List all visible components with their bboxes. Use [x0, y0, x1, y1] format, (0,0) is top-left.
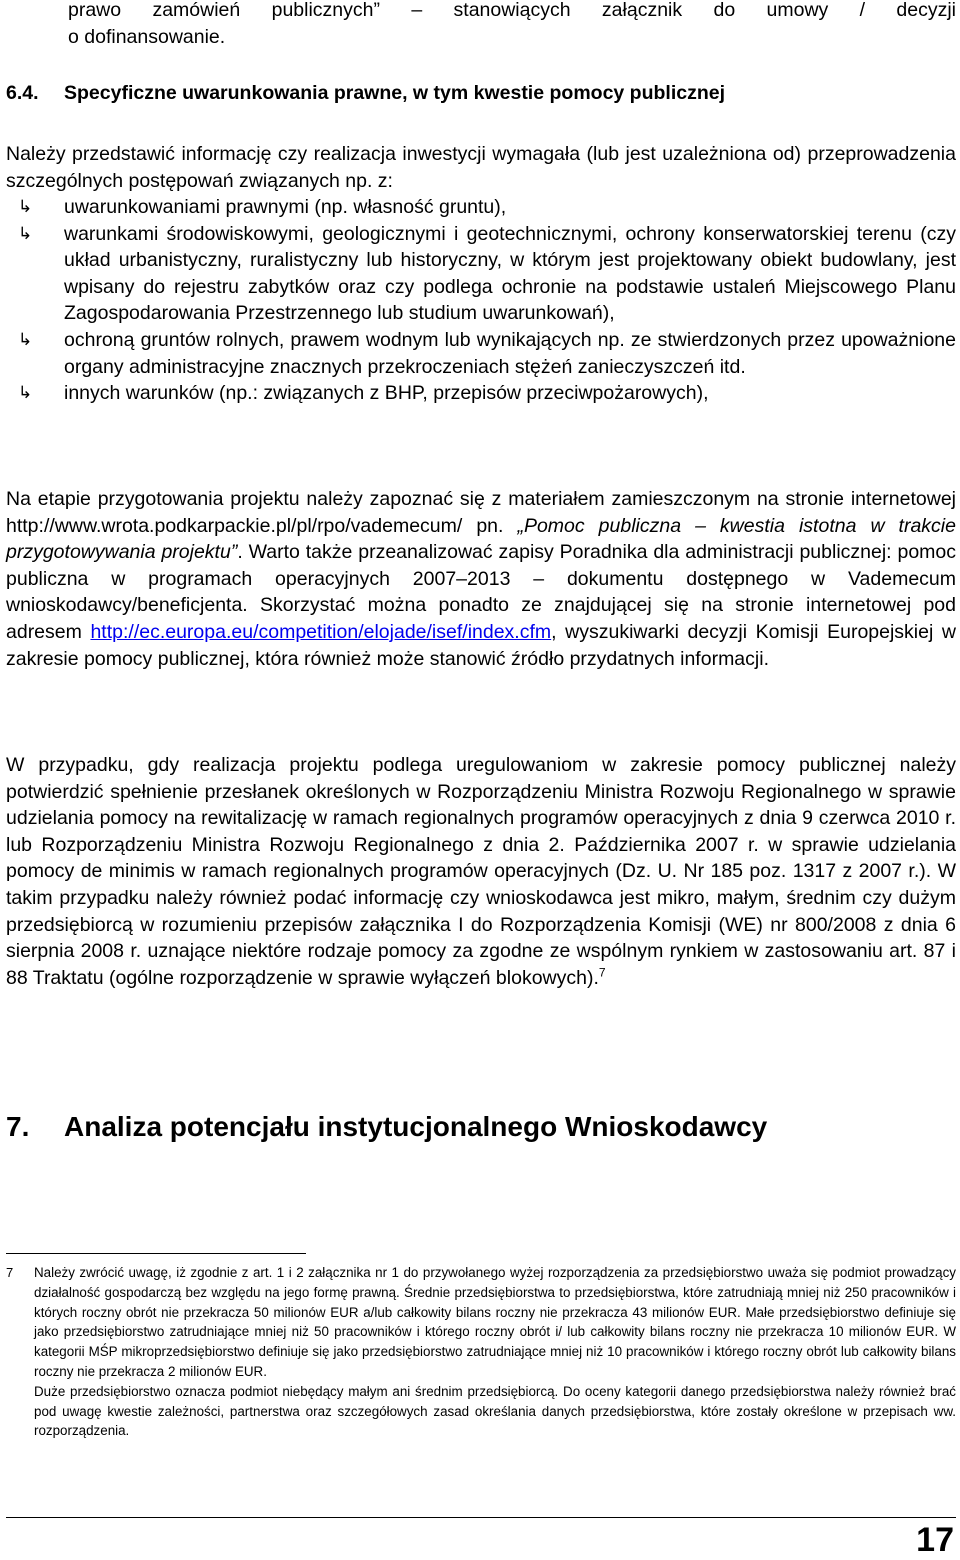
preparation-text-part2: . Warto także przeanalizować zapisy Poradnika dla administracji publicznej: pomoc publiczna w programach operacyjnych 2007–2013 – dokumentu dostępnego w Vademecum wnioskodawcy/beneficjenta. Skorzystać można ponadto ze znajdującej się na stronie internetowej pod adresem	[6, 541, 956, 643]
footnote-separator	[6, 1253, 306, 1254]
hook-arrow-icon: ↳	[18, 383, 33, 403]
list-item	[6, 194, 956, 221]
hook-arrow-icon: ↳	[18, 223, 33, 243]
preparation-paragraph	[6, 486, 956, 672]
footnote-paragraph-2: Duże przedsiębiorstwo oznacza podmiot niebędący małym ani średnim przedsiębiorcą. Do oceny kategorii danego przedsiębiorstwa należy również brać pod uwagę kwestie zależności, partnerstwa oraz szczegółowych zasad określania danych przedsiębiorstwa, które zostały określone w przepisach ww. rozporządzenia.	[34, 1383, 956, 1439]
chapter-heading	[6, 1107, 767, 1147]
footnote-paragraph-1: Należy zwrócić uwagę, iż zgodnie z art. 1 i 2 załącznika nr 1 do przywołanego wyżej rozporządzenia za przedsiębiorstwo uważa się podmiot prowadzący działalność gospodarczą bez względu na jego formę prawną. Średnie przedsiębiorstwa to przedsiębiorstwa, które zatrudniają mniej niż 250 pracowników i których roczny obrót nie przekracza 50 milionów EUR a/lub całkowity bilans roczny nie przekracza 43 milionów EUR. Małe przedsiębiorstwo definiuje się jako przedsiębiorstwo zatrudniające mniej niż 50 pracowników i którego roczny obrót i/ lub całkowity bilans roczny nie przekracza 10 milionów EUR. W kategorii MŚP mikroprzedsiębiorstwo definiuje się jako przedsiębiorstwo zatrudniające mniej niż 10 pracowników i którego roczny obrót lub całkowity bilans roczny nie przekracza 2 milionów EUR.	[34, 1265, 956, 1379]
state-aid-text	[6, 752, 956, 991]
list-item-text: uwarunkowaniami prawnymi (np. własność gruntu),	[64, 196, 507, 218]
footnote-body	[6, 1263, 956, 1441]
footnote-mark: 7	[6, 1265, 14, 1280]
intro-paragraph	[6, 141, 956, 194]
chapter-number: 7.	[6, 1111, 30, 1142]
footnote-block	[6, 1263, 956, 1441]
state-aid-paragraph	[6, 752, 956, 991]
ec-search-link[interactable]: http://ec.europa.eu/competition/elojade/isef/index.cfm	[90, 620, 552, 643]
preparation-text-part3: , wyszukiwarki decyzji Komisji Europejskiej w zakresie pomocy publicznej, która również może stanowić źródło przydatnych informacji.	[6, 620, 956, 670]
list-item	[6, 380, 956, 407]
continuation-line-1: prawo zamówień publicznych” – stanowiących załącznik do umowy / decyzji	[68, 0, 956, 21]
requirements-list	[6, 194, 956, 407]
preparation-text	[6, 486, 956, 672]
list-item-text: warunkami środowiskowymi, geologicznymi i geotechnicznymi, ochrony konserwatorskiej terenu (czy układ urbanistyczny, ruralistyczny lub historyczny, w którym jest projektowany obiekt budowlany, jest wpisany do rejestru zabytków oraz czy podlega ochronie na podstawie ustaleń Miejscowego Planu Zagospodarowania Przestrzennego lub studium uwarunkowań),	[64, 222, 956, 325]
state-aid-text-body: W przypadku, gdy realizacja projektu podlega uregulowaniom w zakresie pomocy publicznej należy potwierdzić spełnienie przesłanek określonych w Rozporządzeniu Ministra Rozwoju Regionalnego w sprawie udzielania pomocy na rewitalizację w ramach regionalnych programów operacyjnych z dnia 9 czerwca 2010 r. lub Rozporządzeniu Ministra Rozwoju Regionalnego z dnia 2. Października 2007 r. w sprawie udzielania pomocy de minimis w ramach regionalnych programów operacyjnych (Dz. U. Nr 185 poz. 1317 z 2007 r.). W takim przypadku należy również podać informację czy wnioskodawca jest mikro, małym, średnim czy dużym przedsiębiorcą w rozumieniu przepisów załącznika I do Rozporządzenia Komisji (WE) nr 800/2008 z dnia 6 sierpnia 2008 r. uznające niektóre rodzaje pomocy za zgodne ze wspólnym rynkiem w zastosowaniu art. 87 i 88 Traktatu (ogólne rozporządzenie w sprawie wyłączeń blokowych).	[6, 754, 956, 989]
subsection-title: Specyficzne uwarunkowania prawne, w tym kwestie pomocy publicznej	[64, 82, 726, 104]
preparation-text-part1: Na etapie przygotowania projektu należy zapoznać się z materiałem zamieszczonym na stronie internetowej http://www.wrota.podkarpackie.pl/pl/rpo/vademecum/ pn.	[6, 488, 956, 537]
footer-rule	[6, 1517, 956, 1518]
list-item-text: innych warunków (np.: związanych z BHP, przepisów przeciwpożarowych),	[64, 382, 709, 405]
list-item	[6, 327, 956, 380]
chapter-title: Analiza potencjału instytucjonalnego Wnioskodawcy	[64, 1111, 768, 1142]
page-number: 17	[916, 1521, 954, 1559]
guide-title: „Pomoc publiczna – kwestia istotna w trakcie przygotowywania projektu”	[6, 514, 956, 564]
subsection-number: 6.4.	[6, 82, 39, 104]
top-continuation	[6, 0, 956, 50]
footnote-reference[interactable]: 7	[598, 965, 606, 980]
intro-text: Należy przedstawić informację czy realizacja inwestycji wymagała (lub jest uzależniona od) przeprowadzenia szczególnych postępowań związanych np. z:	[6, 143, 956, 192]
continuation-line-2: o dofinansowanie.	[68, 25, 226, 48]
hook-arrow-icon: ↳	[18, 197, 33, 216]
list-item	[6, 221, 956, 327]
hook-arrow-icon: ↳	[18, 329, 33, 349]
subsection-heading	[6, 80, 725, 106]
list-item-text: ochroną gruntów rolnych, prawem wodnym lub wynikających np. ze stwierdzonych przez upoważnione organy administracyjne znacznych przekroczeniach stężeń zanieczyszczeń itd.	[64, 328, 956, 378]
